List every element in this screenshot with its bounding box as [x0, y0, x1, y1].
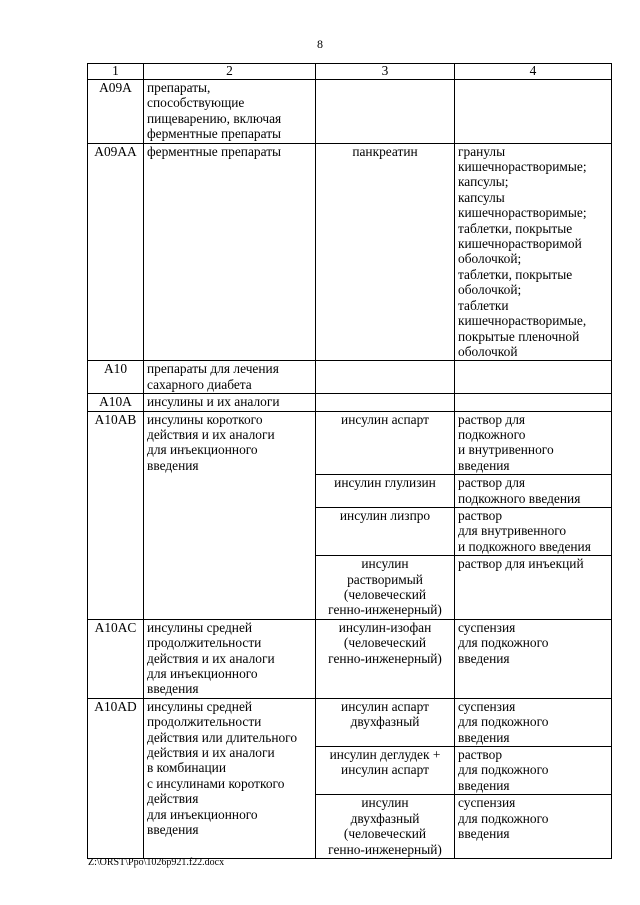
- dosage-form-cell: раствор для внутривенного и подкожного введения: [455, 507, 612, 555]
- dosage-form-cell: раствор для подкожного введения: [455, 475, 612, 508]
- table-row-a10ad: [88, 698, 612, 746]
- group-name: препараты, способствующие пищеварению, включая ферментные препараты: [144, 80, 316, 144]
- table-row-a10: [88, 361, 612, 394]
- page-number: 8: [317, 37, 323, 51]
- group-name: ферментные препараты: [144, 143, 316, 361]
- atc-code: A09AA: [88, 143, 144, 361]
- inn-cell: инсулин двухфазный (человеческий генно-инженерный): [316, 795, 455, 859]
- dosage-form-cell: раствор для инъекций: [455, 556, 612, 620]
- atc-code: A10AB: [88, 411, 144, 619]
- column-header-1: 1: [88, 64, 144, 80]
- inn-cell: панкреатин: [316, 143, 455, 361]
- dosage-form-cell: раствор для подкожного и внутривенного введения: [455, 411, 612, 475]
- dosage-form-cell: раствор для подкожного введения: [455, 747, 612, 795]
- atc-code: A10AD: [88, 698, 144, 858]
- inn-cell: [316, 361, 455, 394]
- dosage-form-cell: гранулы кишечнорастворимые; капсулы; капсулы кишечнорастворимые; таблетки, покрытые кишечнорастворимой оболочкой; таблетки, покрытые оболочкой; таблетки кишечнорастворимые, покрытые пленочной оболочкой: [455, 143, 612, 361]
- column-header-2: 2: [144, 64, 316, 80]
- atc-code: A10AC: [88, 619, 144, 698]
- group-name: инсулины короткого действия и их аналоги для инъекционного введения: [144, 411, 316, 619]
- inn-cell: инсулин деглудек + инсулин аспарт: [316, 747, 455, 795]
- inn-cell: инсулин аспарт: [316, 411, 455, 475]
- dosage-form-cell: [455, 80, 612, 144]
- file-path-footer: Z:\ORST\Ppo\1026p921.f22.docx: [88, 857, 225, 868]
- inn-cell: инсулин растворимый (человеческий генно-инженерный): [316, 556, 455, 620]
- table-row-a10a: [88, 394, 612, 411]
- group-name: инсулины и их аналоги: [144, 394, 316, 411]
- dosage-form-cell: [455, 361, 612, 394]
- atc-code: A10: [88, 361, 144, 394]
- atc-code: A10A: [88, 394, 144, 411]
- table-row-a10ac: [88, 619, 612, 698]
- table-row-a09a: [88, 80, 612, 144]
- table-header-row: [88, 64, 612, 80]
- dosage-form-cell: суспензия для подкожного введения: [455, 619, 612, 698]
- inn-cell: инсулин-изофан (человеческий генно-инженерный): [316, 619, 455, 698]
- atc-code: A09A: [88, 80, 144, 144]
- column-header-3: 3: [316, 64, 455, 80]
- dosage-form-cell: [455, 394, 612, 411]
- inn-cell: инсулин аспарт двухфазный: [316, 698, 455, 746]
- inn-cell: инсулин лизпро: [316, 507, 455, 555]
- group-name: инсулины средней продолжительности действия и их аналоги для инъекционного введения: [144, 619, 316, 698]
- dosage-form-cell: суспензия для подкожного введения: [455, 795, 612, 859]
- inn-cell: инсулин глулизин: [316, 475, 455, 508]
- table-row-a10ab: [88, 411, 612, 475]
- inn-cell: [316, 80, 455, 144]
- dosage-form-cell: суспензия для подкожного введения: [455, 698, 612, 746]
- group-name: инсулины средней продолжительности действия или длительного действия и их аналоги в комбинации с инсулинами короткого действия для инъекционного введения: [144, 698, 316, 858]
- group-name: препараты для лечения сахарного диабета: [144, 361, 316, 394]
- drug-table: [87, 63, 612, 859]
- column-header-4: 4: [455, 64, 612, 80]
- inn-cell: [316, 394, 455, 411]
- table-row-a09aa: [88, 143, 612, 361]
